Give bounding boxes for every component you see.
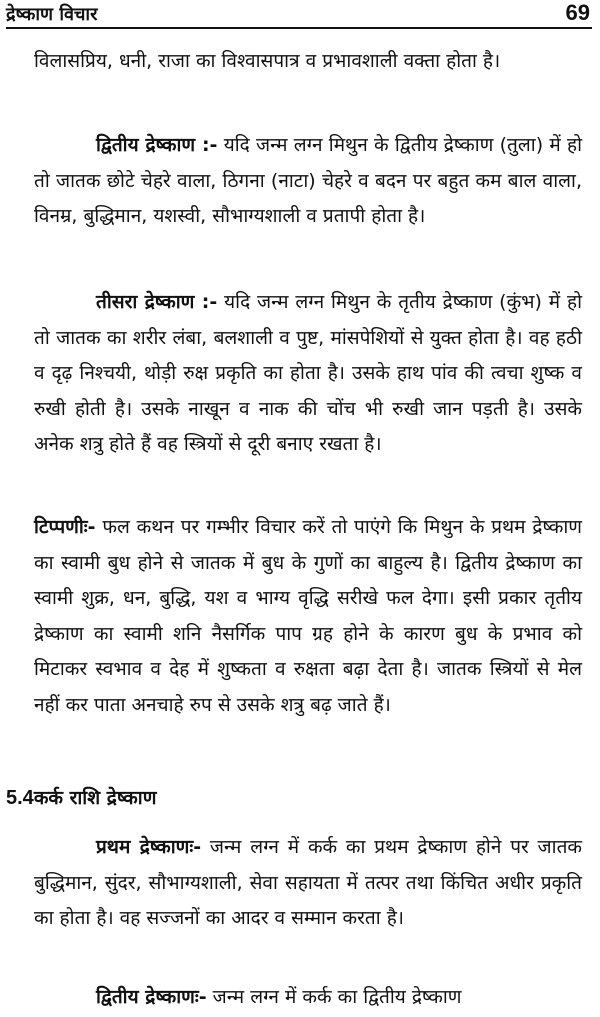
section-number: 5.4: [6, 787, 34, 809]
section-heading: [6, 781, 156, 816]
paragraph-text: जन्म लग्न में कर्क का द्वितीय द्रेष्काण: [206, 986, 462, 1008]
paragraph-text: विलासप्रिय, धनी, राजा का विश्वासपात्र व प्रभावशाली वक्ता होता है।: [34, 50, 501, 72]
paragraph-text: जन्म लग्न में कर्क का प्रथम द्रेष्काण होने पर जातक बुद्धिमान, सुंदर, सौभाग्यशाली, सेवा सहायता में तत्पर तथा किंचित अधीर प्रकृति का होता है। वह सज्जनों का आदर व सम्मान करता है।: [34, 836, 582, 929]
paragraph-second-drekkana: [34, 128, 582, 235]
paragraph-label: द्वितीय द्रेष्काण :-: [96, 134, 218, 156]
paragraph-third-drekkana: [34, 285, 582, 463]
paragraph-continued: [34, 44, 582, 80]
chapter-title: द्रेष्काण विचार: [6, 4, 98, 25]
running-header: [6, 0, 592, 29]
section-title: कर्क राशि द्रेष्काण: [33, 787, 157, 809]
paragraph-label: टिप्पणीः-: [34, 516, 96, 538]
paragraph-text: यदि जन्म लग्न मिथुन के तृतीय द्रेष्काण (कुंभ) में हो तो जातक का शरीर लंबा, बलशाली व पुष्ट, मांसपेशियों से युक्त होता है। वह हठी व दृढ़ निश्चयी, थोड़ी रुक्ष प्रकृति का होता है। उसके हाथ पांव की त्वचा शुष्क व रुखी होती है। उसके नाखून व नाक की चोंच भी रुखी जान पड़ती है। उसके अनेक शत्रु होते हैं वह स्त्रियों से दूरी बनाए रखता है।: [34, 291, 582, 455]
paragraph-label: प्रथम द्रेष्काणः-: [96, 836, 202, 858]
paragraph-second-drekkana-cancer: [34, 980, 582, 1016]
paragraph-note: [34, 510, 582, 723]
page-number: 69: [565, 0, 590, 25]
paragraph-text: फल कथन पर गम्भीर विचार करें तो पाएंगे कि मिथुन के प्रथम द्रेष्काण का स्वामी बुध होने से जातक में बुध के गुणों का बाहुल्य है। द्वितीय द्रेष्काण का स्वामी शुक्र, धन, बुद्धि, यश व भाग्य वृद्धि सरीखे फल देगा। इसी प्रकार तृतीय द्रेष्काण का स्वामी शनि नैसर्गिक पाप ग्रह होने के कारण बुध के प्रभाव को मिटाकर स्वभाव व देह में शुष्कता व रुक्षता बढ़ा देता है। जातक स्त्रियों से मेल नहीं कर पाता अनचाहे रुप से उसके शत्रु बढ़ जाते हैं।: [34, 516, 582, 716]
paragraph-label: द्वितीय द्रेष्काणः-: [96, 986, 207, 1008]
paragraph-first-drekkana: [34, 830, 582, 937]
paragraph-text: यदि जन्म लग्न मिथुन के द्वितीय द्रेष्काण (तुला) में हो तो जातक छोटे चेहरे वाला, ठिगना (नाटा) चेहरे व बदन पर बहुत कम बाल वाला, विनम्र, बुद्धिमान, यशस्वी, सौभाग्यशाली व प्रतापी होता है।: [34, 134, 582, 227]
paragraph-label: तीसरा द्रेष्काण :-: [96, 291, 218, 313]
